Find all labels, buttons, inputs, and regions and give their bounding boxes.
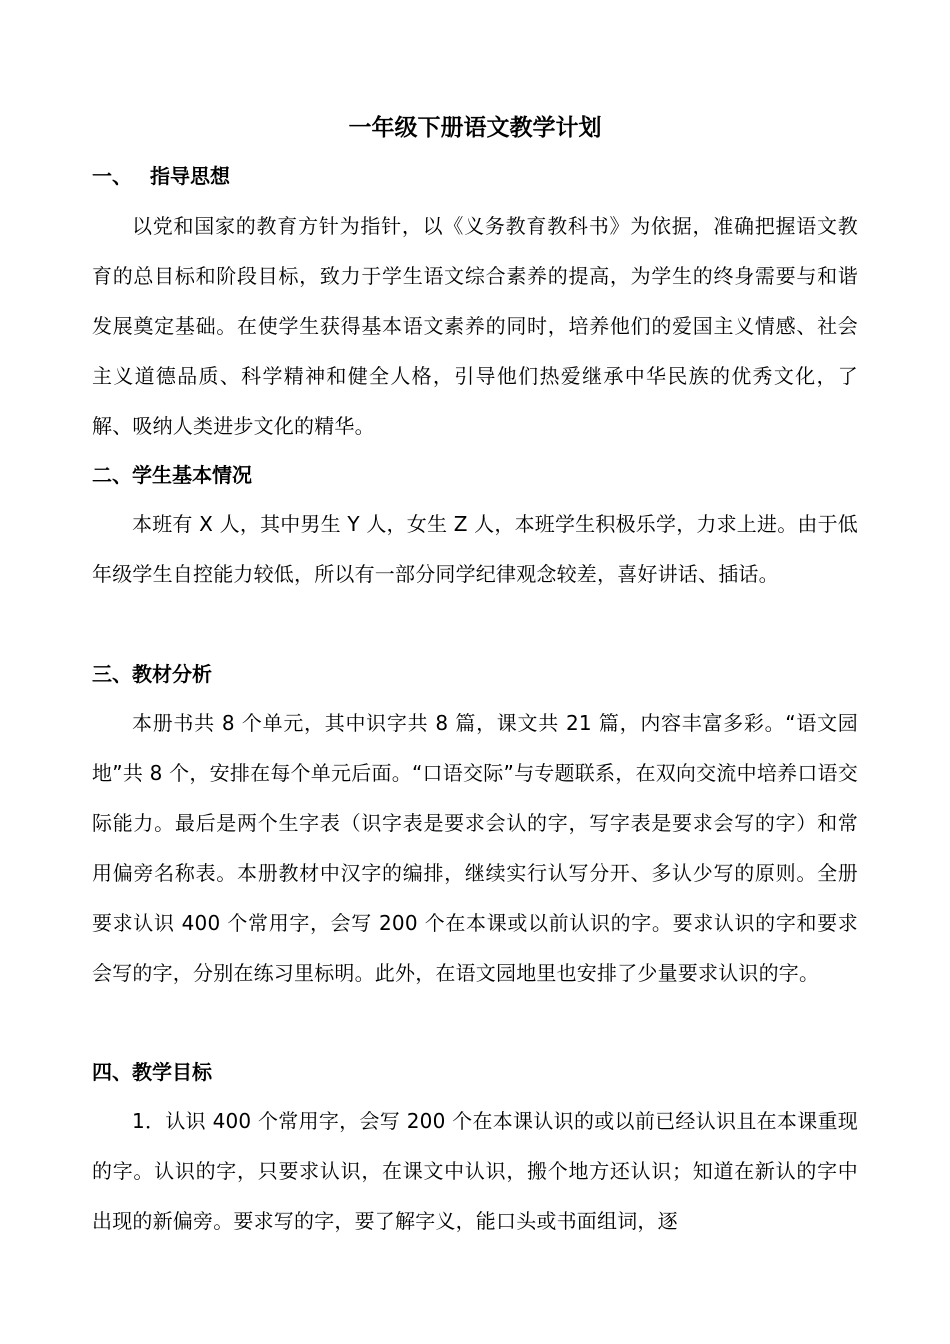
paragraph-guiding-ideology: 以党和国家的教育方针为指针，以《义务教育教科书》为依据，准确把握语文教育的总目标和阶段目标，致力于学生语文综合素养的提高，为学生的终身需要与和谐发展奠定基础。在使学生获得基本语文素养的同时，培养他们的爱国主义情感、社会主义道德品质、科学精神和健全人格，引导他们热爱继承中华民族的优秀文化，了解、吸纳人类进步文化的精华。 [92,214,858,438]
section-number: 四、 [92,1060,132,1084]
section-heading-textbook-analysis [92,656,212,692]
section-heading-teaching-goals [92,1054,212,1090]
section-number: 三、 [92,662,132,686]
section-heading-text: 教学目标 [132,1060,212,1084]
section-heading-student-situation [92,457,252,493]
section-heading-guiding-ideology [92,158,230,194]
section-heading-text: 教材分析 [132,662,212,686]
document-title: 一年级下册语文教学计划 [348,115,602,141]
section-heading-text: 学生基本情况 [132,463,252,487]
section-number: 二、 [92,463,132,487]
paragraph-student-situation: 本班有 X 人，其中男生 Y 人，女生 Z 人，本班学生积极乐学，力求上进。由于低年级学生自控能力较低，所以有一部分同学纪律观念较差，喜好讲话、插话。 [92,512,858,586]
section-number: 一、 [92,164,132,188]
section-heading-text: 指导思想 [150,164,230,188]
paragraph-textbook-analysis: 本册书共 8 个单元，其中识字共 8 篇，课文共 21 篇，内容丰富多彩。“语文园地”共 8 个，安排在每个单元后面。“口语交际”与专题联系，在双向交流中培养口语交际能力。最后是两个生字表（识字表是要求会认的字，写字表是要求会写的字）和常用偏旁名称表。本册教材中汉字的编排，继续实行认写分开、多认少写的原则。全册要求认识 400 个常用字，会写 200 个在本课或以前认识的字。要求认识的字和要求会写的字，分别在练习里标明。此外，在语文园地里也安排了少量要求认识的字。 [92,711,858,985]
paragraph-teaching-goals: 1．认识 400 个常用字，会写 200 个在本课认识的或以前已经认识且在本课重现的字。认识的字，只要求认识，在课文中认识，搬个地方还认识；知道在新认的字中出现的新偏旁。要求写的字，要了解字义，能口头或书面组词，逐 [92,1109,858,1233]
